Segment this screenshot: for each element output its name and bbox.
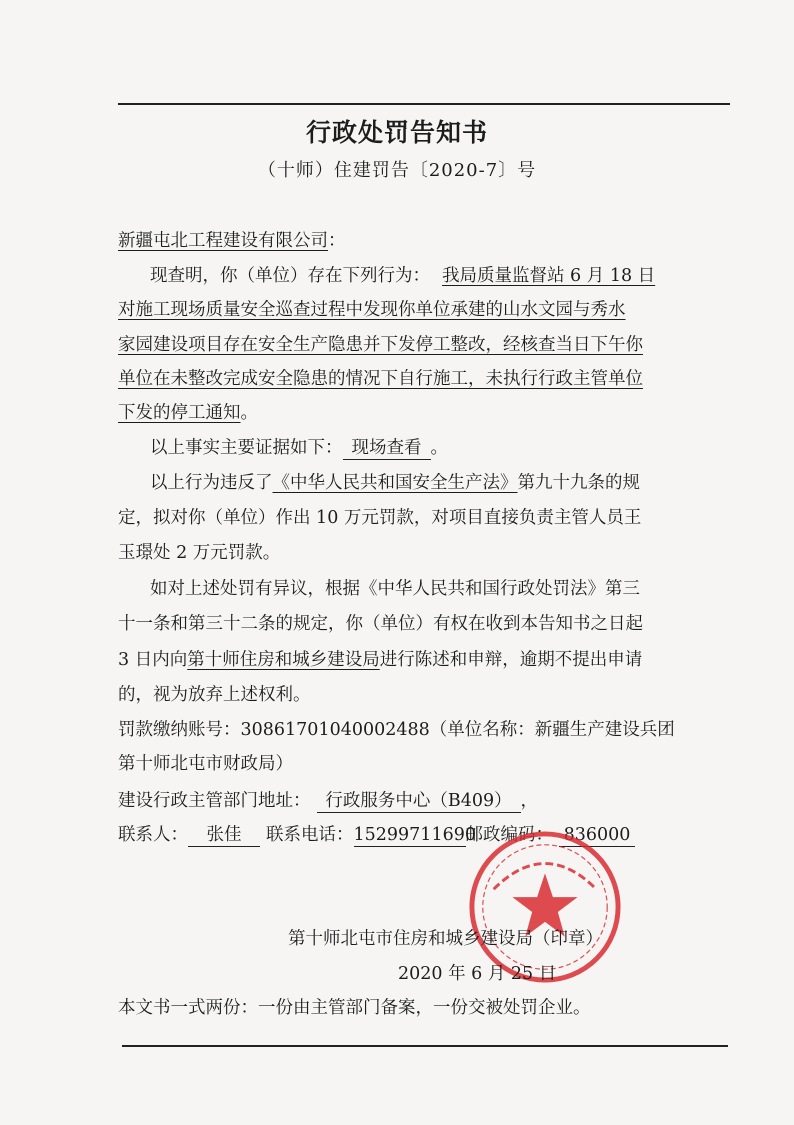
violation-line1	[150, 471, 640, 495]
addressee-suffix: ：	[328, 231, 346, 251]
document-number: （十师）住建罚告〔2020-7〕号	[257, 160, 537, 181]
issuer: 第十师北屯市住房和城乡建设局（印章）	[288, 929, 603, 949]
violation-line3: 玉璟处 2 万元罚款。	[118, 543, 281, 563]
address-value: 行政服务中心（B409）	[317, 790, 521, 813]
objection-line3	[118, 648, 642, 672]
para1-prefix: 现查明，你（单位）存在下列行为：	[150, 266, 430, 286]
para1-line1	[150, 264, 655, 288]
contact-person: 张佳	[188, 824, 260, 847]
contact-person-label: 联系人：	[118, 825, 188, 845]
violation-suffix: 第九十九条的规	[517, 473, 640, 493]
contact-postcode: 836000	[559, 824, 635, 847]
evidence-line	[150, 436, 448, 460]
objection-prefix: 3 日内向	[118, 650, 188, 670]
addressee-line	[118, 229, 346, 253]
address-label: 建设行政主管部门地址：	[118, 791, 311, 811]
violation-line2: 定，拟对你（单位）作出 10 万元罚款，对项目直接负责主管人员王	[118, 508, 642, 528]
contact-postcode-label: 邮政编码：	[465, 825, 553, 845]
para1-line4: 单位在未整改完成安全隐患的情况下自行施工，未执行行政主管单位	[118, 369, 643, 389]
objection-line2: 十一条和第三十二条的规定，你（单位）有权在收到本告知书之日起	[118, 614, 643, 634]
evidence-value: 现场查看	[343, 437, 431, 460]
violation-law: 《中华人民共和国安全生产法》	[272, 473, 518, 493]
document-title: 行政处罚告知书	[305, 118, 488, 147]
para1-highlight: 我局质量监督站 6 月 18 日	[442, 266, 656, 286]
top-rule	[118, 103, 730, 105]
para1-line3: 家园建设项目存在安全生产隐患并下发停工整改，经核查当日下午你	[118, 335, 643, 355]
address-line	[118, 789, 538, 813]
objection-suffix: 进行陈述和申辩，逾期不提出申请	[379, 650, 643, 670]
evidence-prefix: 以上事实主要证据如下：	[150, 438, 343, 458]
footnote: 本文书一式两份：一份由主管部门备案，一份交被处罚企业。	[118, 998, 591, 1018]
payment-line1: 罚款缴纳账号：30861701040002488（单位名称：新疆生产建设兵团	[118, 720, 675, 740]
payment-line2: 第十师北屯市财政局）	[118, 754, 293, 774]
objection-line4: 的，视为放弃上述权利。	[118, 685, 311, 705]
contact-phone-label: 联系电话：	[266, 825, 354, 845]
issue-date: 2020 年 6 月 25 日	[398, 964, 557, 984]
evidence-suffix: 。	[430, 438, 448, 458]
addressee: 新疆屯北工程建设有限公司	[118, 231, 328, 251]
violation-prefix: 以上行为违反了	[150, 473, 273, 493]
para1-line5-end: 。	[240, 403, 258, 423]
objection-authority: 第十师住房和城乡建设局	[187, 650, 380, 670]
para1-line5-text: 下发的停工通知	[118, 403, 241, 423]
bottom-rule	[122, 1045, 728, 1047]
address-suffix: ，	[520, 791, 538, 811]
para1-line2: 对施工现场质量安全巡查过程中发现你单位承建的山水文园与秀水	[118, 300, 626, 320]
para1-line5	[118, 401, 258, 425]
contact-phone: 15299711690	[353, 825, 476, 845]
objection-line1: 如对上述处罚有异议，根据《中华人民共和国行政处罚法》第三	[150, 579, 640, 599]
